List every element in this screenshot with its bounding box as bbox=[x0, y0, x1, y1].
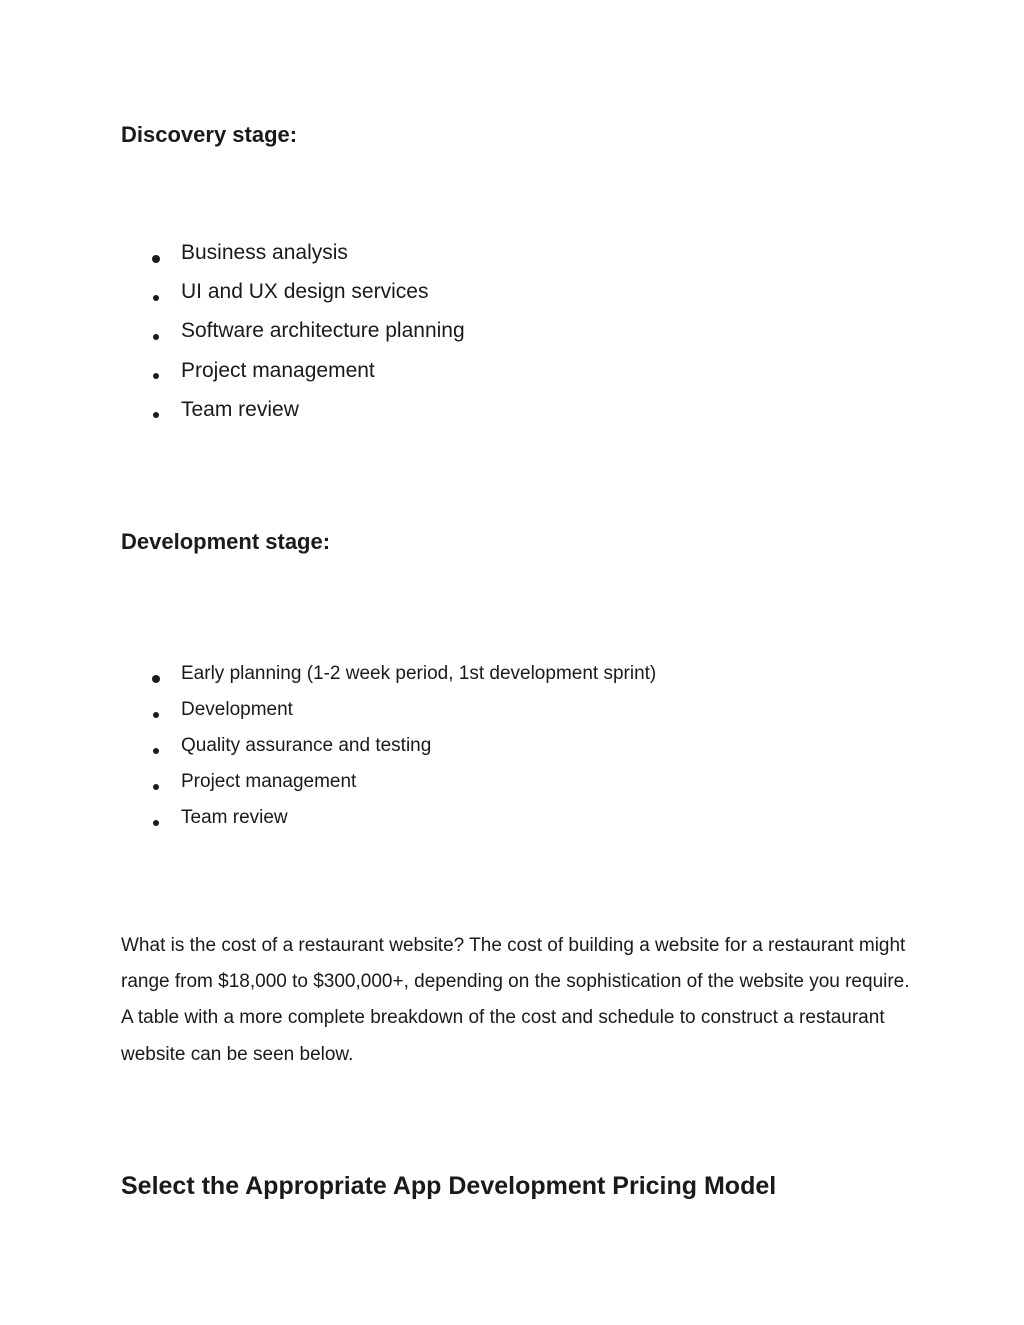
list-item bbox=[151, 660, 656, 696]
list-item-text: Early planning (1-2 week period, 1st development sprint) bbox=[181, 663, 657, 684]
list-item-text: Quality assurance and testing bbox=[181, 735, 432, 756]
bullet-icon bbox=[153, 412, 159, 418]
discovery-stage-heading: Discovery stage: bbox=[121, 122, 298, 147]
list-item bbox=[151, 804, 656, 840]
list-item-text: Development bbox=[181, 699, 293, 720]
list-item bbox=[151, 316, 465, 355]
bullet-icon bbox=[153, 712, 159, 718]
bullet-icon bbox=[153, 784, 159, 790]
bullet-icon bbox=[153, 295, 159, 301]
development-stage-heading: Development stage: bbox=[121, 529, 331, 554]
list-item bbox=[151, 277, 465, 316]
list-item bbox=[151, 238, 465, 277]
bullet-icon bbox=[153, 334, 159, 340]
list-item-text: Team review bbox=[181, 397, 299, 421]
pricing-model-heading: Select the Appropriate App Development Pricing Model bbox=[121, 1172, 777, 1200]
cost-paragraph: What is the cost of a restaurant website? The cost of building a website for a restaurant might range from $18,000 to $300,000+, depending on the sophistication of the website you require. A table with a more complete breakdown of the cost and schedule to construct a restaurant website can be seen below. bbox=[121, 935, 910, 1065]
list-item bbox=[151, 768, 656, 804]
bullet-icon bbox=[153, 373, 159, 379]
list-item-text: Business analysis bbox=[181, 241, 348, 264]
discovery-stage-list bbox=[151, 238, 465, 434]
list-item-text: Project management bbox=[181, 358, 375, 382]
list-item-text: UI and UX design services bbox=[181, 280, 429, 304]
bullet-icon bbox=[153, 820, 159, 826]
list-item-text: Team review bbox=[181, 807, 288, 828]
list-item bbox=[151, 395, 465, 434]
list-item bbox=[151, 732, 656, 768]
list-item bbox=[151, 356, 465, 395]
development-stage-list bbox=[151, 660, 656, 840]
bullet-icon bbox=[153, 748, 159, 754]
bullet-icon bbox=[152, 675, 160, 683]
list-item bbox=[151, 696, 656, 732]
list-item-text: Software architecture planning bbox=[181, 319, 465, 343]
bullet-icon bbox=[152, 255, 160, 263]
list-item-text: Project management bbox=[181, 771, 357, 792]
